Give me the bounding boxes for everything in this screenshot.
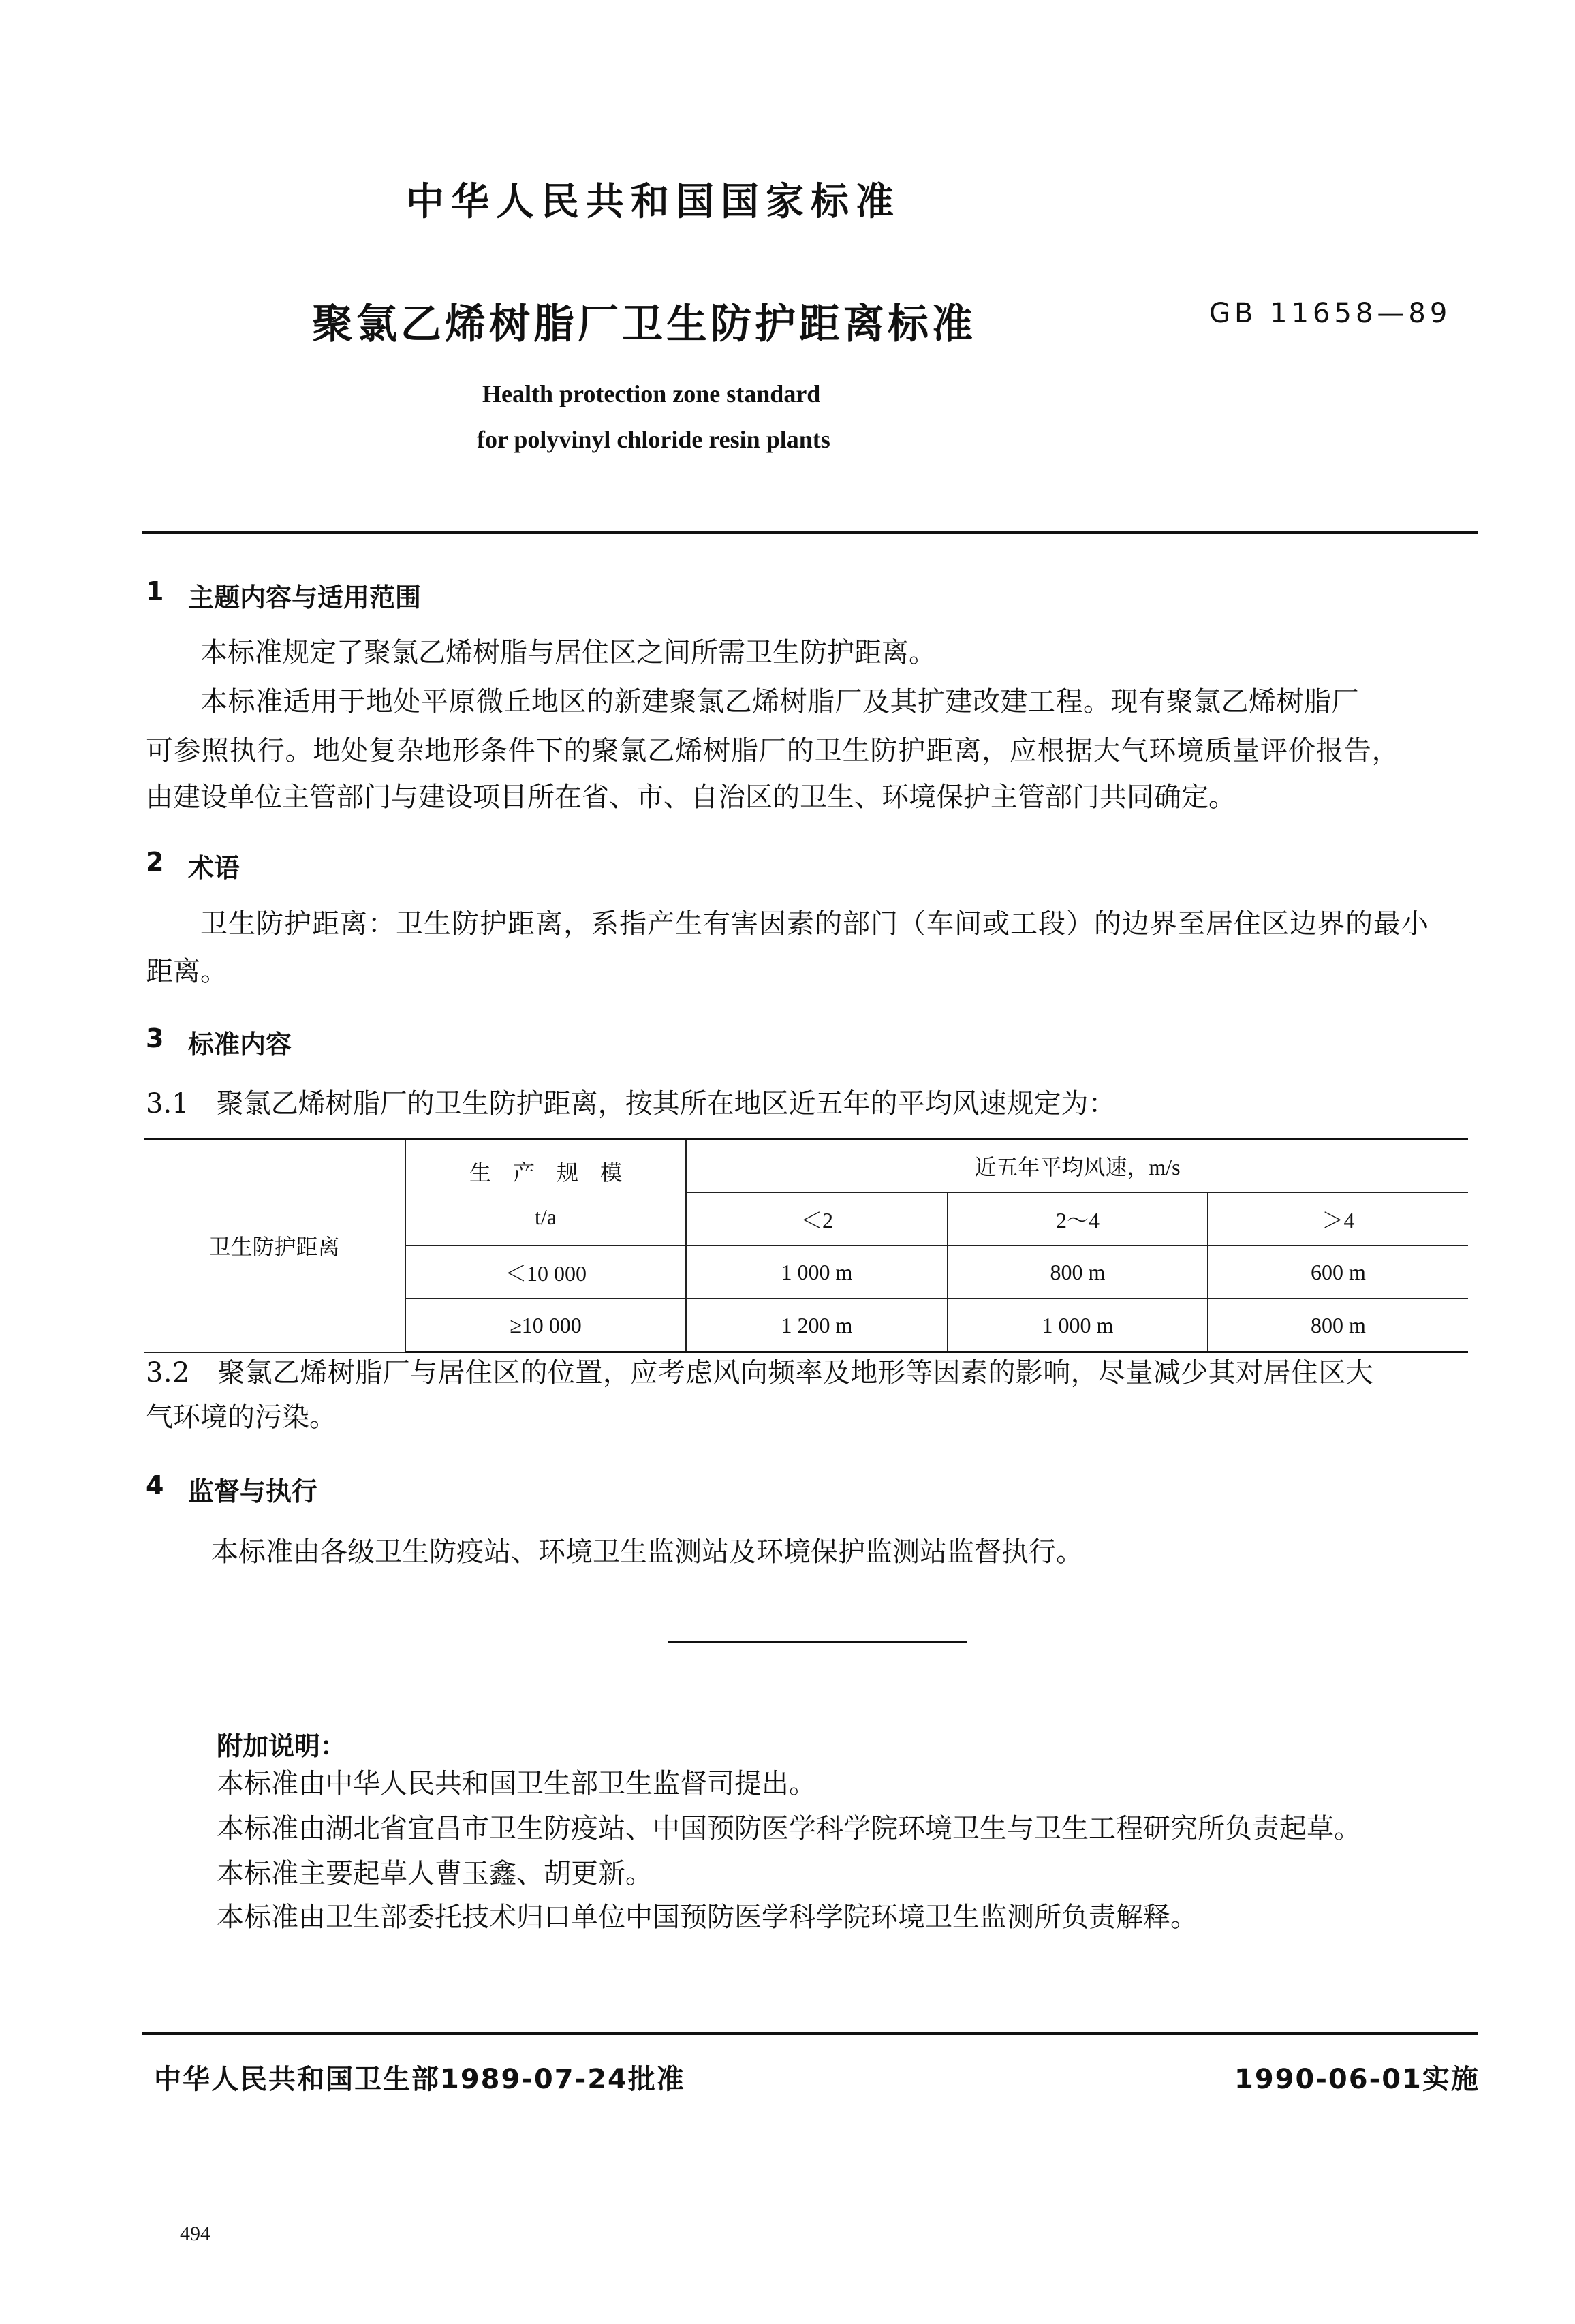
section-2-paragraph-2: 距离。 bbox=[146, 956, 228, 987]
page-number: 494 bbox=[180, 2222, 210, 2245]
clause-3-1: 3.1 聚氯乙烯树脂厂的卫生防护距离，按其所在地区近五年的平均风速规定为： bbox=[146, 1088, 1116, 1119]
section-1-paragraph-4: 由建设单位主管部门与建设项目所在省、市、自治区的卫生、环境保护主管部门共同确定。 bbox=[146, 781, 1236, 813]
section-1-paragraph-2: 本标准适用于地处平原微丘地区的新建聚氯乙烯树脂厂及其扩建改建工程。现有聚氯乙烯树脂厂 bbox=[200, 686, 1359, 717]
appendix-line-3: 本标准主要起草人曹玉鑫、胡更新。 bbox=[217, 1858, 653, 1889]
appendix-title: 附加说明： bbox=[217, 1731, 347, 1761]
wind-column-1: ＜2 bbox=[686, 1192, 948, 1245]
appendix-line-4: 本标准由卫生部委托技术归口单位中国预防医学科学院环境卫生监测所负责解释。 bbox=[217, 1902, 1198, 1933]
section-2-title: 术语 bbox=[188, 853, 240, 883]
protection-distance-table bbox=[144, 1138, 1468, 1353]
section-3-number: 3 bbox=[146, 1023, 164, 1053]
english-title-line-2: for polyvinyl chloride resin plants bbox=[477, 426, 830, 453]
scale-unit: t/a bbox=[535, 1204, 557, 1229]
wind-header-label: 近五年平均风速，m/s bbox=[974, 1155, 1181, 1179]
wind-column-3: ＞4 bbox=[1208, 1192, 1468, 1245]
value-cell: 1 200 m bbox=[686, 1299, 948, 1352]
scale-cell: ＜10 000 bbox=[405, 1245, 686, 1299]
section-2-paragraph-1: 卫生防护距离：卫生防护距离，系指产生有害因素的部门（车间或工段）的边界至居住区边界的最小 bbox=[200, 908, 1429, 940]
section-1-number: 1 bbox=[146, 576, 164, 606]
standard-code: GB 11658—89 bbox=[1209, 298, 1452, 329]
end-of-text-rule bbox=[668, 1641, 967, 1643]
scale-cell: ≥10 000 bbox=[405, 1299, 686, 1352]
scale-header-cell bbox=[405, 1139, 686, 1246]
row-header-label: 卫生防护距离 bbox=[208, 1235, 340, 1260]
value-cell: 1 000 m bbox=[948, 1299, 1208, 1352]
value-cell: 800 m bbox=[1208, 1299, 1468, 1352]
header-divider bbox=[142, 531, 1478, 534]
value-cell: 1 000 m bbox=[686, 1245, 948, 1299]
clause-3-2-line-1: 3.2 聚氯乙烯树脂厂与居住区的位置，应考虑风向频率及地形等因素的影响，尽量减少其对居住区大 bbox=[146, 1357, 1374, 1389]
scale-label: 生 产 规 模 bbox=[469, 1160, 622, 1185]
wind-header-cell bbox=[686, 1139, 1468, 1193]
standard-title: 聚氯乙烯树脂厂卫生防护距离标准 bbox=[312, 300, 976, 348]
appendix-line-2: 本标准由湖北省宜昌市卫生防疫站、中国预防医学科学院环境卫生与卫生工程研究所负责起草。 bbox=[217, 1813, 1361, 1844]
section-4-paragraph-1: 本标准由各级卫生防疫站、环境卫生监测站及环境保护监测站监督执行。 bbox=[211, 1536, 1083, 1568]
section-3-title: 标准内容 bbox=[188, 1029, 292, 1059]
section-4-title: 监督与执行 bbox=[188, 1476, 318, 1506]
value-cell: 600 m bbox=[1208, 1245, 1468, 1299]
national-standard-title: 中华人民共和国国家标准 bbox=[406, 180, 901, 224]
section-2-number: 2 bbox=[146, 847, 164, 877]
appendix-line-1: 本标准由中华人民共和国卫生部卫生监督司提出。 bbox=[217, 1768, 816, 1799]
english-title-line-1: Health protection zone standard bbox=[482, 380, 821, 407]
footer-divider bbox=[142, 2032, 1478, 2035]
section-4-number: 4 bbox=[146, 1470, 164, 1500]
value-cell: 800 m bbox=[948, 1245, 1208, 1299]
section-1-title: 主题内容与适用范围 bbox=[188, 583, 422, 613]
row-header-cell bbox=[144, 1139, 405, 1352]
approval-line: 中华人民共和国卫生部1989-07-24批准 bbox=[154, 2064, 685, 2095]
section-1-paragraph-1: 本标准规定了聚氯乙烯树脂与居住区之间所需卫生防护距离。 bbox=[200, 637, 936, 668]
section-1-paragraph-3: 可参照执行。地处复杂地形条件下的聚氯乙烯树脂厂的卫生防护距离，应根据大气环境质量评价报告， bbox=[146, 735, 1400, 766]
table-header-row bbox=[144, 1139, 1468, 1193]
clause-3-2-line-2: 气环境的污染。 bbox=[146, 1401, 337, 1433]
wind-column-2: 2～4 bbox=[948, 1192, 1208, 1245]
implementation-date: 1990-06-01实施 bbox=[1234, 2064, 1480, 2095]
